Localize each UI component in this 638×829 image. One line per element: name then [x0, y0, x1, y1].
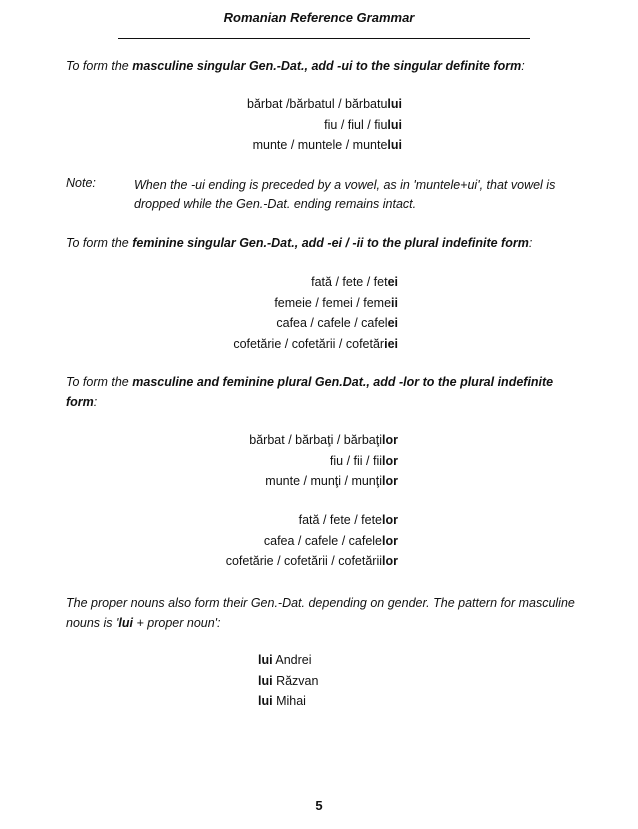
plural-fem-examples	[226, 510, 398, 572]
plural-instruction: To form the masculine and feminine plural Gen.Dat., add -lor to the plural indefinite form:	[66, 375, 554, 409]
example-row: munte / muntele / muntelui	[252, 138, 402, 152]
note-text: When the -ui ending is preceded by a vowel, as in 'muntele+ui', that vowel is dropped while the Gen.-Dat. ending remains intact.	[134, 178, 556, 211]
example-row: lui Mihai	[258, 694, 306, 708]
instruction-pre: To form the	[66, 59, 133, 73]
example-row: bărbat /bărbatul / bărbatului	[247, 97, 402, 111]
example-row: femeie / femei / femeii	[274, 295, 398, 310]
example-row: munte / munţi / munţilor	[265, 474, 398, 488]
page-header-title: Romanian Reference Grammar	[223, 10, 415, 25]
note-label: Note:	[66, 176, 96, 190]
instruction-post: :	[521, 59, 525, 73]
plural-masc-examples	[249, 430, 398, 492]
proper-nouns-examples	[258, 650, 318, 712]
example-row: fată / fete / fetei	[311, 275, 398, 289]
example-row: lui Răzvan	[258, 673, 319, 688]
example-row: lui Andrei	[258, 653, 312, 667]
example-row: cafea / cafele / cafelei	[276, 316, 398, 330]
header-rule	[118, 38, 530, 39]
masc-sing-instruction	[66, 56, 578, 76]
example-row: fiu / fii / fiilor	[329, 453, 398, 468]
example-row: cofetărie / cofetării / cofetăriei	[233, 336, 398, 351]
example-row: bărbat / bărbaţi / bărbaţilor	[249, 433, 398, 447]
instruction-bold: masculine singular Gen.-Dat., add -ui to the singular definite form	[132, 59, 522, 73]
page-number: 5	[315, 798, 323, 813]
proper-nouns-instruction: The proper nouns also form their Gen.-Dat. depending on gender. The pattern for masculine nouns is 'lui + proper noun':	[66, 596, 575, 630]
example-row: cafea / cafele / cafelelor	[263, 533, 398, 548]
example-row: fată / fete / fetelor	[298, 513, 398, 527]
fem-sing-instruction: To form the feminine singular Gen.-Dat., add -ei / -ii to the plural indefinite form:	[66, 236, 533, 250]
fem-sing-examples	[233, 272, 398, 354]
example-row: cofetărie / cofetării / cofetăriilor	[225, 554, 398, 568]
example-row: fiu / fiul / fiului	[324, 117, 402, 132]
masc-sing-examples	[247, 94, 402, 156]
